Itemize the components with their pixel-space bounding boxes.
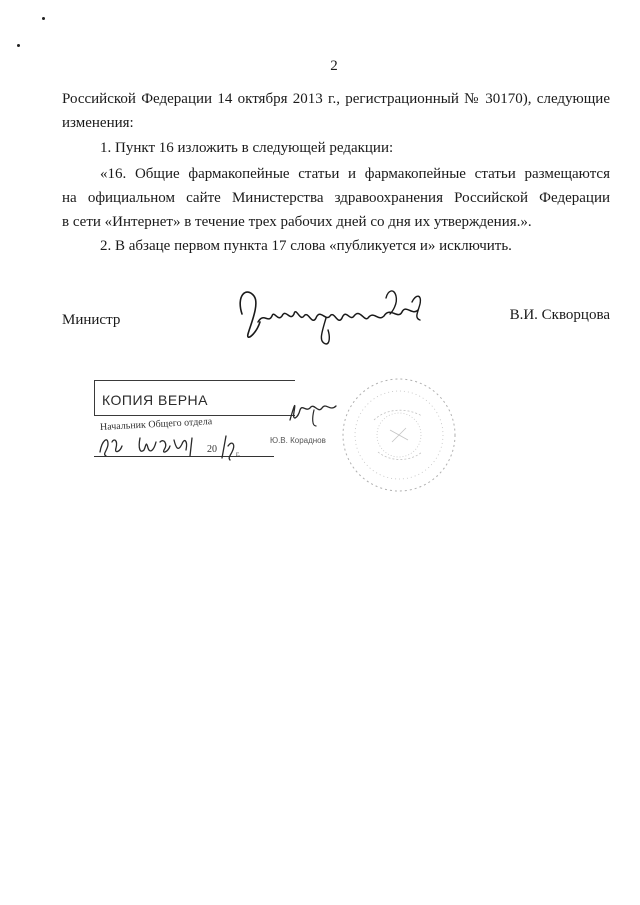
page-number: 2 bbox=[330, 58, 338, 74]
minister-signature bbox=[234, 282, 434, 352]
stamp-title: КОПИЯ ВЕРНА bbox=[102, 392, 208, 408]
scan-speck bbox=[42, 17, 45, 20]
paragraph-line: изменения: bbox=[62, 115, 134, 131]
paragraph-line: Российской Федерации 14 октября 2013 г., регистрационный № 30170), следующие bbox=[62, 91, 610, 107]
list-item-1: 1. Пункт 16 изложить в следующей редакции: bbox=[100, 140, 394, 156]
quote-line: на официальном сайте Министерства здравоохранения Российской Федерации bbox=[62, 190, 610, 206]
stamp-position: Начальник Общего отдела bbox=[99, 416, 213, 433]
stamp-initials: Ю.В. Кораднов bbox=[270, 436, 326, 445]
official-round-seal bbox=[334, 370, 464, 500]
signatory-name: В.И. Скворцова bbox=[509, 307, 610, 323]
quote-line: в сети «Интернет» в течение трех рабочих дней со дня их утверждения.». bbox=[62, 214, 532, 230]
stamp-date-line bbox=[94, 456, 274, 457]
stamp-year-prefix: 20 bbox=[207, 444, 217, 455]
list-item-2: 2. В абзаце первом пункта 17 слова «публикуется и» исключить. bbox=[100, 238, 512, 254]
stamp-year-suffix: г. bbox=[236, 450, 240, 458]
signature-row bbox=[62, 300, 610, 360]
copy-certified-stamp bbox=[86, 380, 466, 490]
quote-line: «16. Общие фармакопейные статьи и фармакопейные статьи размещаются bbox=[100, 166, 610, 182]
handwritten-year bbox=[218, 432, 238, 462]
signatory-title: Министр bbox=[62, 312, 121, 328]
scan-speck bbox=[17, 44, 20, 47]
